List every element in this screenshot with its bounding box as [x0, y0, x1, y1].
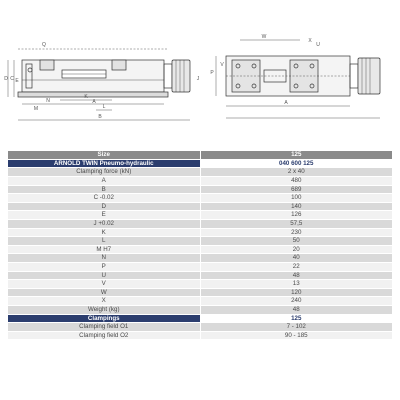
table-row [8, 297, 392, 306]
table-row-label: E [8, 211, 200, 220]
table-row [8, 202, 392, 211]
table-row-value: 48 [200, 305, 392, 314]
table-row-value: 230 [200, 228, 392, 237]
table-model-row [8, 159, 392, 168]
table-row-value: 50 [200, 237, 392, 246]
table-row [8, 262, 392, 271]
table-row [8, 305, 392, 314]
dim-label-b: B [98, 114, 102, 120]
table-row-value: 2 x 40 [200, 168, 392, 177]
dim-label-e: E [15, 78, 19, 84]
dim-label-n: N [46, 98, 50, 104]
table-row [8, 331, 392, 340]
table-row-value: 100 [200, 194, 392, 203]
top-view-drawing [216, 40, 380, 118]
table-row-value: 20 [200, 245, 392, 254]
table-row [8, 237, 392, 246]
table-row [8, 271, 392, 280]
table-row [8, 254, 392, 263]
dim-label-p: P [210, 70, 214, 76]
table-row [8, 323, 392, 332]
table-header-value: 125 [200, 151, 392, 159]
table-row-label: M H7 [8, 245, 200, 254]
dim-label-j: J [196, 76, 200, 82]
table-row-value: 240 [200, 297, 392, 306]
dim-label-u: U [316, 42, 320, 48]
dim-label-w: W [261, 34, 267, 40]
table-row [8, 194, 392, 203]
table-row-value: 13 [200, 280, 392, 289]
table-clampings-label: Clampings [8, 314, 200, 323]
table-row-label: Weight (kg) [8, 305, 200, 314]
table-row [8, 245, 392, 254]
table-row-label: J +0.02 [8, 220, 200, 229]
table-row-value: 689 [200, 185, 392, 194]
table-row [8, 168, 392, 177]
table-row-label: Clamping field O1 [8, 323, 200, 332]
table-row-label: U [8, 271, 200, 280]
table-row-label: Clamping force (kN) [8, 168, 200, 177]
table-row-value: 40 [200, 254, 392, 263]
dim-label-v: V [220, 62, 224, 68]
table-row-label: X [8, 297, 200, 306]
table-clampings-row [8, 314, 392, 323]
table-row-label: C -0.02 [8, 194, 200, 203]
table-row-value: 126 [200, 211, 392, 220]
table-model-label: ARNOLD TWIN Pneumo-hydraulic [8, 159, 200, 168]
table-row-label: K [8, 228, 200, 237]
table-header-label: Size [8, 151, 200, 159]
table-row-label: W [8, 288, 200, 297]
table-row-value: 480 [200, 177, 392, 186]
dim-label-k: K [84, 94, 88, 100]
dim-label-q: Q [42, 42, 46, 48]
table-row [8, 177, 392, 186]
table-row-value: 140 [200, 202, 392, 211]
table-row [8, 220, 392, 229]
dim-label-x: X [308, 38, 312, 44]
table-row-label: V [8, 280, 200, 289]
dim-label-a-side: A [92, 99, 96, 105]
table-row [8, 228, 392, 237]
table-clampings-value: 125 [200, 314, 392, 323]
table-row-value: 120 [200, 288, 392, 297]
table-row-label: Clamping field O2 [8, 331, 200, 340]
table-row [8, 185, 392, 194]
table-row-label: L [8, 237, 200, 246]
dim-label-m: M [33, 106, 39, 112]
table-row-value: 22 [200, 262, 392, 271]
specification-table [8, 151, 392, 340]
table-row-label: A [8, 177, 200, 186]
table-row-label: D [8, 202, 200, 211]
table-row-label: B [8, 185, 200, 194]
dim-label-d: D [4, 76, 8, 82]
dim-label-c: C [10, 76, 14, 82]
table-row [8, 280, 392, 289]
table-header-row [8, 151, 392, 159]
table-row-label: P [8, 262, 200, 271]
table-row [8, 211, 392, 220]
table-row-value: 7 - 102 [200, 323, 392, 332]
table-row-label: N [8, 254, 200, 263]
dim-label-l: L [102, 104, 106, 110]
dim-label-a-top: A [284, 100, 288, 106]
table-row-value: 90 - 185 [200, 331, 392, 340]
table-row-value: 57,5 [200, 220, 392, 229]
table-model-value: 040 600 125 [200, 159, 392, 168]
technical-drawings [0, 0, 400, 148]
table-row-value: 48 [200, 271, 392, 280]
table-row [8, 288, 392, 297]
